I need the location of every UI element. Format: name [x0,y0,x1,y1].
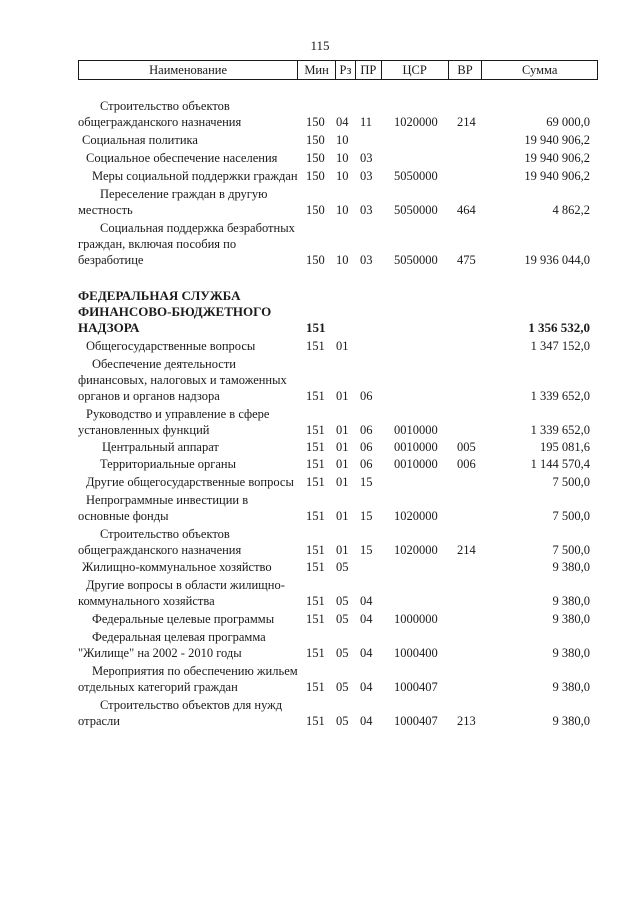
row-name: ФЕДЕРАЛЬНАЯ СЛУЖБА ФИНАНСОВО-БЮДЖЕТНОГО НАДЗОРА [78,288,272,335]
row-rz: 05 [336,594,349,608]
page-number: 115 [310,38,330,53]
row-rz: 01 [336,423,349,437]
row-csr: 0010000 [394,423,438,437]
row-pr: 03 [360,151,373,165]
row-min: 151 [306,509,325,523]
row-name: Мероприятия по обеспечению жильем отдельных категорий граждан [78,664,298,694]
row-rz: 10 [336,133,349,147]
row-sum: 1 356 532,0 [528,320,590,335]
table-row [78,220,598,268]
row-sum: 9 380,0 [552,646,590,660]
row-rz: 05 [336,560,349,574]
row-name: Строительство объектов общегражданского назначения [78,527,242,557]
row-sum: 9 380,0 [552,714,590,728]
row-min: 151 [306,320,326,335]
row-min: 150 [306,151,325,165]
row-rz: 05 [336,714,349,728]
row-vr: 214 [457,115,476,129]
header-csr: ЦСР [382,61,449,79]
row-name: Строительство объектов для нужд отрасли [78,698,283,728]
header-pr: ПР [356,61,382,79]
row-rz: 01 [336,475,349,489]
row-name: Жилищно-коммунальное хозяйство [82,560,272,574]
header-name: Наименование [79,61,298,79]
table-row [78,186,598,218]
row-sum: 1 144 570,4 [530,457,590,471]
row-name: Федеральная целевая программа "Жилище" на 2002 - 2010 годы [78,630,266,660]
row-name: Другие общегосударственные вопросы [86,475,294,489]
row-pr: 06 [360,423,373,437]
row-csr: 1020000 [394,543,438,557]
row-rz: 01 [336,440,349,454]
row-name: Меры социальной поддержки граждан [92,169,298,183]
row-min: 151 [306,457,325,471]
header-vr: ВР [449,61,483,79]
row-sum: 69 000,0 [546,115,590,129]
row-name: Территориальные органы [100,457,237,471]
row-name: Общегосударственные вопросы [86,339,256,353]
row-min: 151 [306,440,325,454]
header-min: Мин [298,61,336,79]
row-pr: 04 [360,612,373,626]
row-rz: 01 [336,389,349,403]
row-csr: 1000400 [394,646,438,660]
table-row [78,697,598,729]
row-min: 151 [306,680,325,694]
table-row [78,474,598,490]
table-row [78,577,598,609]
row-name: Социальная поддержка безработных граждан, включая пособия по безработице [78,221,295,267]
row-vr: 464 [457,203,476,217]
row-name: Социальная политика [82,133,198,147]
row-sum: 4 862,2 [552,203,590,217]
row-csr: 5050000 [394,203,438,217]
row-min: 150 [306,253,325,267]
row-min: 150 [306,115,325,129]
row-vr: 006 [457,457,476,471]
table-row [78,288,598,336]
row-name: Переселение граждан в другую местность [78,187,268,217]
row-min: 151 [306,612,325,626]
table-row [78,456,598,472]
row-sum: 19 940 906,2 [524,169,590,183]
row-min: 151 [306,389,325,403]
row-name: Обеспечение деятельности финансовых, налоговых и таможенных органов и органов надзора [78,357,287,403]
row-rz: 01 [336,543,349,557]
row-rz: 05 [336,612,349,626]
row-sum: 9 380,0 [552,560,590,574]
row-csr: 1020000 [394,509,438,523]
table-row [78,526,598,558]
row-rz: 05 [336,680,349,694]
row-min: 151 [306,646,325,660]
header-rz: Рз [336,61,356,79]
row-pr: 06 [360,389,373,403]
row-pr: 03 [360,203,373,217]
table-row [78,629,598,661]
table-body [78,98,598,729]
row-rz: 01 [336,509,349,523]
table-row [78,611,598,627]
row-sum: 1 347 152,0 [530,339,590,353]
row-min: 151 [306,560,325,574]
row-pr: 04 [360,646,373,660]
row-min: 150 [306,133,325,147]
row-rz: 10 [336,203,349,217]
row-name: Непрограммные инвестиции в основные фонды [78,493,249,523]
row-pr: 04 [360,594,373,608]
table-row [78,98,598,130]
table-row [78,492,598,524]
table-row [78,439,598,455]
row-min: 151 [306,423,325,437]
row-name: Руководство и управление в сфере установленных функций [78,407,270,437]
table-header [78,60,598,80]
row-rz: 04 [336,115,349,129]
row-rz: 10 [336,169,349,183]
row-sum: 9 380,0 [552,680,590,694]
row-sum: 19 940 906,2 [524,133,590,147]
row-min: 151 [306,714,325,728]
row-csr: 0010000 [394,457,438,471]
row-min: 150 [306,203,325,217]
row-csr: 1000407 [394,680,438,694]
row-csr: 1000407 [394,714,438,728]
row-pr: 03 [360,169,373,183]
row-min: 151 [306,594,325,608]
row-min: 150 [306,169,325,183]
table-row [78,406,598,438]
row-csr: 1000000 [394,612,438,626]
row-name: Другие вопросы в области жилищно-коммунального хозяйства [78,578,285,608]
row-sum: 19 936 044,0 [524,253,590,267]
table-row [78,168,598,184]
row-sum: 9 380,0 [552,594,590,608]
row-rz: 05 [336,646,349,660]
row-vr: 475 [457,253,476,267]
row-name: Федеральные целевые программы [92,612,275,626]
header-sum: Сумма [522,62,558,77]
table-row [78,150,598,166]
row-vr: 213 [457,714,476,728]
row-vr: 005 [457,440,476,454]
table-row [78,338,598,354]
row-vr: 214 [457,543,476,557]
row-pr: 11 [360,115,373,129]
row-sum: 19 940 906,2 [524,151,590,165]
row-pr: 04 [360,680,373,694]
row-pr: 06 [360,440,373,454]
row-min: 151 [306,475,325,489]
row-sum: 9 380,0 [552,612,590,626]
row-sum: 1 339 652,0 [530,423,590,437]
row-pr: 04 [360,714,373,728]
row-pr: 03 [360,253,373,267]
row-csr: 5050000 [394,253,438,267]
row-rz: 10 [336,151,349,165]
table-row [78,132,598,148]
row-rz: 01 [336,339,349,353]
row-rz: 10 [336,253,349,267]
row-sum: 7 500,0 [552,543,590,557]
row-csr: 0010000 [394,440,438,454]
table-row [78,356,598,404]
row-pr: 15 [360,543,373,557]
row-sum: 1 339 652,0 [530,389,590,403]
row-csr: 1020000 [394,115,438,129]
row-min: 151 [306,543,325,557]
row-name: Центральный аппарат [102,440,219,454]
table-row [78,559,598,575]
row-csr: 5050000 [394,169,438,183]
row-name: Строительство объектов общегражданского назначения [78,99,242,129]
row-sum: 195 081,6 [540,440,590,454]
row-min: 151 [306,339,325,353]
table-row [78,663,598,695]
row-pr: 15 [360,509,373,523]
row-sum: 7 500,0 [552,475,590,489]
row-sum: 7 500,0 [552,509,590,523]
row-rz: 01 [336,457,349,471]
row-pr: 06 [360,457,373,471]
row-pr: 15 [360,475,373,489]
row-name: Социальное обеспечение населения [86,151,278,165]
